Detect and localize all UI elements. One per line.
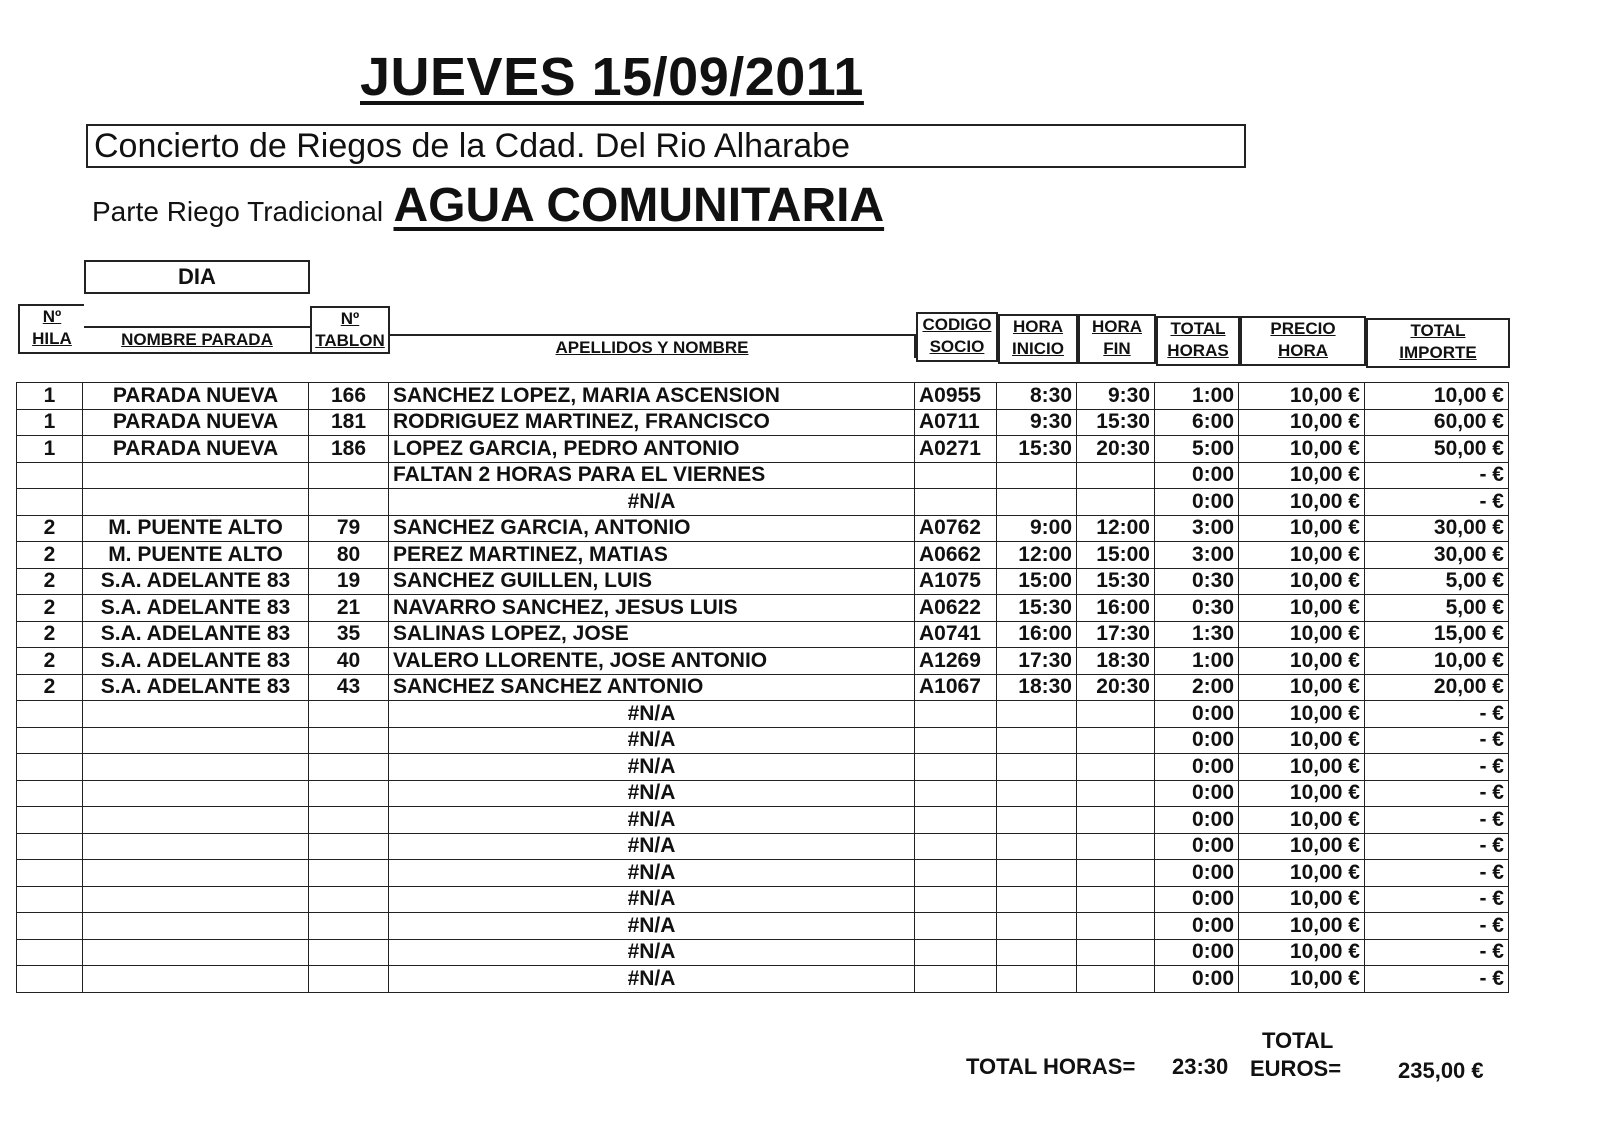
total-importe-cell: - € (1365, 701, 1509, 728)
precio-hora-cell: 10,00 € (1239, 436, 1365, 463)
header-hila-line1: Nº (42, 307, 62, 326)
nombre-cell: RODRIGUEZ MARTINEZ, FRANCISCO (389, 409, 915, 436)
parada-cell: PARADA NUEVA (83, 409, 309, 436)
table-row (17, 568, 1509, 595)
codigo-cell: A0741 (915, 621, 997, 648)
hila-cell: 2 (17, 648, 83, 675)
tablon-cell: 19 (309, 568, 389, 595)
hora-fin-cell (1077, 966, 1155, 993)
parada-cell (83, 701, 309, 728)
hila-cell: 2 (17, 568, 83, 595)
precio-hora-cell: 10,00 € (1239, 383, 1365, 410)
nombre-cell: NAVARRO SANCHEZ, JESUS LUIS (389, 595, 915, 622)
header-hora-inicio-line1: HORA (1012, 317, 1064, 336)
hora-fin-cell (1077, 886, 1155, 913)
precio-hora-cell: 10,00 € (1239, 515, 1365, 542)
total-importe-cell: - € (1365, 939, 1509, 966)
total-horas-cell: 0:00 (1155, 462, 1239, 489)
header-tablon (310, 306, 390, 354)
table-row (17, 913, 1509, 940)
total-importe-cell: 5,00 € (1365, 568, 1509, 595)
nombre-cell: #N/A (389, 701, 915, 728)
precio-hora-cell: 10,00 € (1239, 860, 1365, 887)
total-importe-cell: - € (1365, 807, 1509, 834)
header-tablon-line1: Nº (340, 309, 360, 328)
parada-cell (83, 833, 309, 860)
precio-hora-cell: 10,00 € (1239, 727, 1365, 754)
hila-cell (17, 701, 83, 728)
tablon-cell (309, 833, 389, 860)
header-total-importe (1366, 318, 1510, 368)
hora-inicio-cell: 17:30 (997, 648, 1077, 675)
codigo-cell (915, 780, 997, 807)
codigo-cell (915, 966, 997, 993)
precio-hora-cell: 10,00 € (1239, 754, 1365, 781)
codigo-cell (915, 701, 997, 728)
parada-cell: M. PUENTE ALTO (83, 515, 309, 542)
hila-cell (17, 807, 83, 834)
hora-fin-cell: 15:30 (1077, 568, 1155, 595)
total-importe-cell: - € (1365, 966, 1509, 993)
header-total-horas-line2: HORAS (1167, 341, 1229, 360)
header-apellidos-text: APELLIDOS Y NOMBRE (555, 338, 749, 357)
parada-cell: S.A. ADELANTE 83 (83, 674, 309, 701)
parada-cell (83, 754, 309, 781)
nombre-cell: SANCHEZ GARCIA, ANTONIO (389, 515, 915, 542)
total-horas-cell: 6:00 (1155, 409, 1239, 436)
total-horas-value: 23:30 (1172, 1054, 1229, 1079)
tablon-cell: 21 (309, 595, 389, 622)
codigo-cell (915, 754, 997, 781)
tablon-cell (309, 807, 389, 834)
parada-cell (83, 939, 309, 966)
total-euros-label-1: TOTAL (1262, 1028, 1334, 1053)
hora-inicio-cell (997, 754, 1077, 781)
nombre-cell: SANCHEZ GUILLEN, LUIS (389, 568, 915, 595)
nombre-cell: VALERO LLORENTE, JOSE ANTONIO (389, 648, 915, 675)
total-importe-cell: 20,00 € (1365, 674, 1509, 701)
parte-title: AGUA COMUNITARIA (393, 179, 885, 232)
precio-hora-cell: 10,00 € (1239, 966, 1365, 993)
total-horas-cell: 0:00 (1155, 489, 1239, 516)
header-codigo-line2: SOCIO (929, 337, 985, 356)
hora-inicio-cell (997, 913, 1077, 940)
total-importe-cell: - € (1365, 886, 1509, 913)
parada-cell (83, 966, 309, 993)
hora-inicio-cell (997, 807, 1077, 834)
precio-hora-cell: 10,00 € (1239, 939, 1365, 966)
data-table (16, 382, 1509, 993)
hora-fin-cell (1077, 754, 1155, 781)
parada-cell: S.A. ADELANTE 83 (83, 648, 309, 675)
table-row (17, 489, 1509, 516)
precio-hora-cell: 10,00 € (1239, 409, 1365, 436)
hila-cell: 2 (17, 595, 83, 622)
codigo-cell (915, 807, 997, 834)
hila-cell (17, 913, 83, 940)
hora-fin-cell: 16:00 (1077, 595, 1155, 622)
total-horas-cell: 0:00 (1155, 939, 1239, 966)
parada-cell (83, 462, 309, 489)
codigo-cell: A1067 (915, 674, 997, 701)
total-horas-cell: 0:30 (1155, 595, 1239, 622)
total-horas-cell: 3:00 (1155, 542, 1239, 569)
precio-hora-cell: 10,00 € (1239, 462, 1365, 489)
total-horas-cell: 5:00 (1155, 436, 1239, 463)
codigo-cell: A0955 (915, 383, 997, 410)
nombre-cell: #N/A (389, 807, 915, 834)
header-hora-inicio-line2: INICIO (1012, 339, 1064, 358)
codigo-cell (915, 860, 997, 887)
precio-hora-cell: 10,00 € (1239, 568, 1365, 595)
tablon-cell (309, 754, 389, 781)
total-horas-cell: 2:00 (1155, 674, 1239, 701)
hila-cell (17, 780, 83, 807)
total-euros-value: 235,00 € (1398, 1058, 1484, 1083)
hora-fin-cell (1077, 727, 1155, 754)
hila-cell: 2 (17, 674, 83, 701)
total-importe-cell: - € (1365, 462, 1509, 489)
nombre-cell: SANCHEZ SANCHEZ ANTONIO (389, 674, 915, 701)
table-row (17, 701, 1509, 728)
total-importe-cell: - € (1365, 780, 1509, 807)
hora-fin-cell: 9:30 (1077, 383, 1155, 410)
hora-inicio-cell: 9:00 (997, 515, 1077, 542)
tablon-cell (309, 886, 389, 913)
hila-cell (17, 939, 83, 966)
hora-inicio-cell: 18:30 (997, 674, 1077, 701)
hora-fin-cell (1077, 780, 1155, 807)
codigo-cell (915, 727, 997, 754)
hora-fin-cell: 15:30 (1077, 409, 1155, 436)
total-importe-cell: 10,00 € (1365, 383, 1509, 410)
total-horas-cell: 0:00 (1155, 727, 1239, 754)
nombre-cell: #N/A (389, 489, 915, 516)
hila-cell: 2 (17, 621, 83, 648)
tablon-cell: 43 (309, 674, 389, 701)
precio-hora-cell: 10,00 € (1239, 807, 1365, 834)
codigo-cell: A0711 (915, 409, 997, 436)
table-row (17, 833, 1509, 860)
nombre-cell: #N/A (389, 754, 915, 781)
table-body (17, 383, 1509, 993)
total-importe-cell: 50,00 € (1365, 436, 1509, 463)
total-horas-cell: 1:30 (1155, 621, 1239, 648)
total-horas-label: TOTAL HORAS= (966, 1054, 1136, 1079)
header-hora-fin (1078, 314, 1156, 364)
tablon-cell (309, 780, 389, 807)
table-row (17, 727, 1509, 754)
total-importe-cell: - € (1365, 833, 1509, 860)
parte-label: Parte Riego Tradicional (92, 196, 384, 227)
precio-hora-cell: 10,00 € (1239, 913, 1365, 940)
total-euros-label-2: EUROS= (1250, 1056, 1342, 1081)
total-horas-cell: 0:00 (1155, 966, 1239, 993)
codigo-cell: A1075 (915, 568, 997, 595)
nombre-cell: #N/A (389, 966, 915, 993)
hora-fin-cell (1077, 939, 1155, 966)
tablon-cell (309, 489, 389, 516)
tablon-cell (309, 966, 389, 993)
codigo-cell (915, 833, 997, 860)
parada-cell: PARADA NUEVA (83, 383, 309, 410)
page-title: JUEVES 15/09/2011 (360, 47, 864, 107)
codigo-cell (915, 489, 997, 516)
tablon-cell (309, 462, 389, 489)
hora-inicio-cell: 12:00 (997, 542, 1077, 569)
total-importe-cell: 10,00 € (1365, 648, 1509, 675)
parada-cell: PARADA NUEVA (83, 436, 309, 463)
total-horas-cell: 0:30 (1155, 568, 1239, 595)
parada-cell (83, 807, 309, 834)
total-importe-cell: 30,00 € (1365, 515, 1509, 542)
codigo-cell (915, 886, 997, 913)
hora-inicio-cell (997, 833, 1077, 860)
total-horas-cell: 0:00 (1155, 833, 1239, 860)
hora-inicio-cell (997, 860, 1077, 887)
total-importe-cell: 60,00 € (1365, 409, 1509, 436)
nombre-cell: #N/A (389, 913, 915, 940)
parada-cell (83, 489, 309, 516)
codigo-cell: A0622 (915, 595, 997, 622)
precio-hora-cell: 10,00 € (1239, 701, 1365, 728)
total-horas-cell: 0:00 (1155, 886, 1239, 913)
hora-fin-cell (1077, 860, 1155, 887)
codigo-cell: A1269 (915, 648, 997, 675)
total-importe-cell: 5,00 € (1365, 595, 1509, 622)
table-row (17, 595, 1509, 622)
total-importe-cell: - € (1365, 860, 1509, 887)
dia-box: DIA (84, 260, 310, 294)
hora-fin-cell: 18:30 (1077, 648, 1155, 675)
hora-inicio-cell: 9:30 (997, 409, 1077, 436)
precio-hora-cell: 10,00 € (1239, 780, 1365, 807)
total-importe-cell: - € (1365, 489, 1509, 516)
total-importe-cell: - € (1365, 913, 1509, 940)
header-hora-fin-line1: HORA (1091, 317, 1143, 336)
tablon-cell: 79 (309, 515, 389, 542)
parada-cell (83, 913, 309, 940)
hora-inicio-cell (997, 939, 1077, 966)
parada-cell (83, 886, 309, 913)
header-hila (18, 304, 84, 354)
hila-cell (17, 462, 83, 489)
header-codigo-line1: CODIGO (922, 315, 992, 334)
hila-cell: 1 (17, 436, 83, 463)
header-total-horas-line1: TOTAL (1170, 319, 1226, 338)
total-horas-cell: 0:00 (1155, 701, 1239, 728)
header-tablon-line2: TABLON (315, 331, 385, 350)
total-importe-cell: - € (1365, 727, 1509, 754)
hora-fin-cell: 20:30 (1077, 674, 1155, 701)
hora-inicio-cell: 8:30 (997, 383, 1077, 410)
codigo-cell: A0762 (915, 515, 997, 542)
hora-inicio-cell: 16:00 (997, 621, 1077, 648)
header-precio-hora (1240, 316, 1366, 366)
hila-cell (17, 966, 83, 993)
nombre-cell: SALINAS LOPEZ, JOSE (389, 621, 915, 648)
table-row (17, 409, 1509, 436)
hora-fin-cell: 15:00 (1077, 542, 1155, 569)
hora-inicio-cell (997, 886, 1077, 913)
hila-cell: 1 (17, 383, 83, 410)
hora-inicio-cell: 15:30 (997, 436, 1077, 463)
parada-cell (83, 860, 309, 887)
hora-fin-cell: 12:00 (1077, 515, 1155, 542)
header-precio-hora-line1: PRECIO (1270, 319, 1336, 338)
hora-fin-cell (1077, 833, 1155, 860)
header-total-importe-line2: IMPORTE (1399, 343, 1477, 362)
hora-inicio-cell (997, 489, 1077, 516)
precio-hora-cell: 10,00 € (1239, 886, 1365, 913)
nombre-cell: #N/A (389, 833, 915, 860)
precio-hora-cell: 10,00 € (1239, 542, 1365, 569)
codigo-cell: A0271 (915, 436, 997, 463)
hila-cell (17, 754, 83, 781)
header-total-horas (1156, 316, 1240, 366)
precio-hora-cell: 10,00 € (1239, 648, 1365, 675)
tablon-cell: 181 (309, 409, 389, 436)
nombre-cell: #N/A (389, 780, 915, 807)
total-horas-cell: 0:00 (1155, 860, 1239, 887)
hila-cell: 2 (17, 542, 83, 569)
total-importe-cell: 30,00 € (1365, 542, 1509, 569)
hila-cell (17, 886, 83, 913)
hora-fin-cell (1077, 462, 1155, 489)
nombre-cell: #N/A (389, 727, 915, 754)
hora-fin-cell: 20:30 (1077, 436, 1155, 463)
table-row (17, 542, 1509, 569)
nombre-cell: FALTAN 2 HORAS PARA EL VIERNES (389, 462, 915, 489)
parada-cell (83, 780, 309, 807)
parada-cell: M. PUENTE ALTO (83, 542, 309, 569)
hila-cell (17, 833, 83, 860)
hora-inicio-cell (997, 966, 1077, 993)
hora-fin-cell: 17:30 (1077, 621, 1155, 648)
parada-cell (83, 727, 309, 754)
total-horas-cell: 0:00 (1155, 807, 1239, 834)
hila-cell: 1 (17, 409, 83, 436)
hila-cell (17, 727, 83, 754)
tablon-cell: 35 (309, 621, 389, 648)
hora-inicio-cell (997, 701, 1077, 728)
total-horas-cell: 1:00 (1155, 383, 1239, 410)
tablon-cell: 186 (309, 436, 389, 463)
hila-cell (17, 860, 83, 887)
table-row (17, 780, 1509, 807)
tablon-cell (309, 939, 389, 966)
hora-inicio-cell: 15:30 (997, 595, 1077, 622)
parte-heading (92, 178, 884, 233)
codigo-cell (915, 939, 997, 966)
header-hila-line2: HILA (32, 329, 72, 348)
precio-hora-cell: 10,00 € (1239, 595, 1365, 622)
hila-cell: 2 (17, 515, 83, 542)
precio-hora-cell: 10,00 € (1239, 833, 1365, 860)
table-row (17, 436, 1509, 463)
parada-cell: S.A. ADELANTE 83 (83, 595, 309, 622)
header-hora-fin-line2: FIN (1103, 339, 1131, 358)
nombre-cell: SANCHEZ LOPEZ, MARIA ASCENSION (389, 383, 915, 410)
total-horas-cell: 0:00 (1155, 913, 1239, 940)
nombre-cell: #N/A (389, 860, 915, 887)
codigo-cell (915, 462, 997, 489)
header-nombre-parada (84, 326, 310, 354)
header-total-importe-line1: TOTAL (1410, 321, 1466, 340)
hora-inicio-cell (997, 780, 1077, 807)
hora-inicio-cell (997, 462, 1077, 489)
parada-cell: S.A. ADELANTE 83 (83, 621, 309, 648)
total-importe-cell: 15,00 € (1365, 621, 1509, 648)
nombre-cell: LOPEZ GARCIA, PEDRO ANTONIO (389, 436, 915, 463)
table-row (17, 886, 1509, 913)
total-horas-cell: 0:00 (1155, 780, 1239, 807)
precio-hora-cell: 10,00 € (1239, 674, 1365, 701)
precio-hora-cell: 10,00 € (1239, 489, 1365, 516)
tablon-cell: 40 (309, 648, 389, 675)
table-row (17, 648, 1509, 675)
table-row (17, 966, 1509, 993)
table-row (17, 754, 1509, 781)
tablon-cell (309, 701, 389, 728)
header-codigo (916, 312, 998, 362)
header-nombre-parada-text: NOMBRE PARADA (121, 330, 273, 349)
header-precio-hora-line2: HORA (1277, 341, 1329, 360)
total-horas-cell: 1:00 (1155, 648, 1239, 675)
precio-hora-cell: 10,00 € (1239, 621, 1365, 648)
tablon-cell (309, 913, 389, 940)
tablon-cell (309, 727, 389, 754)
header-hora-inicio (998, 314, 1078, 364)
hora-inicio-cell (997, 727, 1077, 754)
table-row (17, 383, 1509, 410)
hila-cell (17, 489, 83, 516)
total-importe-cell: - € (1365, 754, 1509, 781)
table-row (17, 515, 1509, 542)
tablon-cell: 166 (309, 383, 389, 410)
total-horas-cell: 0:00 (1155, 754, 1239, 781)
table-row (17, 674, 1509, 701)
hora-fin-cell (1077, 701, 1155, 728)
nombre-cell: PEREZ MARTINEZ, MATIAS (389, 542, 915, 569)
parada-cell: S.A. ADELANTE 83 (83, 568, 309, 595)
header-apellidos (390, 334, 916, 358)
tablon-cell: 80 (309, 542, 389, 569)
table-row (17, 462, 1509, 489)
table-row (17, 860, 1509, 887)
hora-fin-cell (1077, 489, 1155, 516)
tablon-cell (309, 860, 389, 887)
table-row (17, 621, 1509, 648)
hora-inicio-cell: 15:00 (997, 568, 1077, 595)
nombre-cell: #N/A (389, 939, 915, 966)
codigo-cell (915, 913, 997, 940)
total-horas-cell: 3:00 (1155, 515, 1239, 542)
table-row (17, 807, 1509, 834)
table-row (17, 939, 1509, 966)
codigo-cell: A0662 (915, 542, 997, 569)
hora-fin-cell (1077, 913, 1155, 940)
hora-fin-cell (1077, 807, 1155, 834)
nombre-cell: #N/A (389, 886, 915, 913)
subtitle-box: Concierto de Riegos de la Cdad. Del Rio Alharabe (86, 124, 1246, 168)
